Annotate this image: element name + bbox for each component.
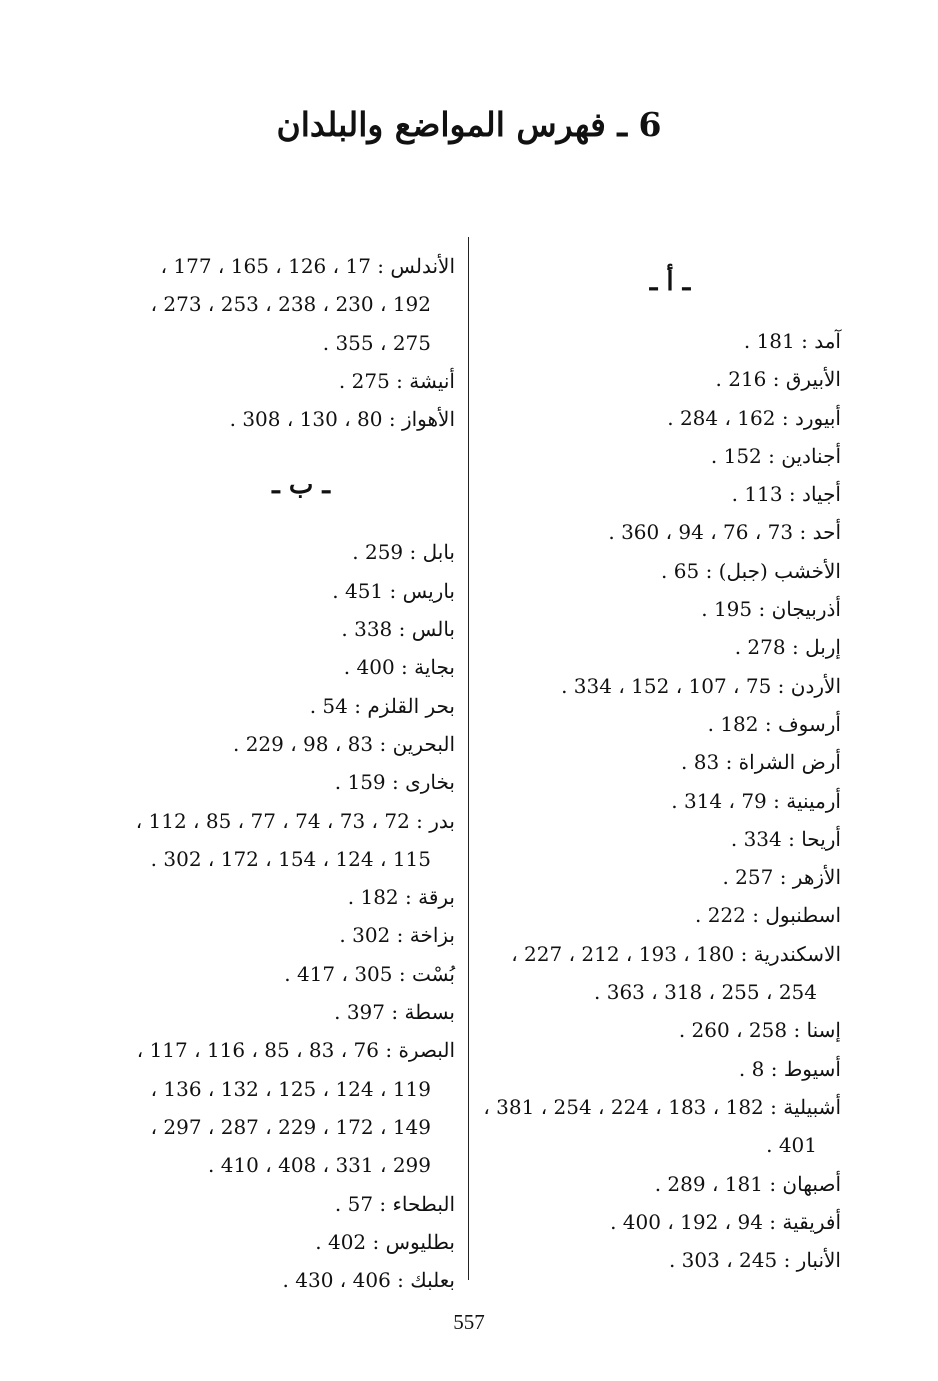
section-letter-alif: ـ أ ـ (649, 267, 691, 297)
index-entry: الأنبار : 245 ، 303 . (668, 1248, 841, 1273)
index-entry: أذربيجان : 195 . (701, 597, 841, 622)
index-entry: أشبيلية : 182 ، 183 ، 224 ، 254 ، 381 ، (483, 1094, 841, 1119)
index-entry: الأبيرق : 216 . (715, 367, 841, 392)
index-column-right (481, 322, 841, 1279)
index-entry: أرض الشراة : 83 . (681, 750, 841, 775)
index-entry: الأزهر : 257 . (722, 865, 841, 890)
index-column-left (95, 247, 455, 1299)
index-entry: أريحا : 334 . (730, 826, 841, 851)
index-entry: برقة : 182 . (347, 885, 455, 910)
index-entry: الأهواز : 80 ، 130 ، 308 . (229, 407, 455, 432)
column-divider (468, 237, 469, 1280)
index-entry-continuation: 401 . (766, 1133, 817, 1158)
index-entry: بالس : 338 . (341, 617, 455, 642)
index-entry: بسطة : 397 . (334, 1000, 455, 1025)
index-entry: الأردن : 75 ، 107 ، 152 ، 334 . (561, 673, 841, 698)
index-entry: أجياد : 113 . (731, 482, 841, 507)
index-entry: البحرين : 83 ، 98 ، 229 . (232, 731, 455, 756)
index-entry: أحد : 73 ، 76 ، 94 ، 360 . (608, 520, 841, 545)
index-entry: إربل : 278 . (734, 635, 841, 660)
index-entry-continuation: 275 ، 355 . (322, 330, 431, 355)
index-entry: أبيورد : 162 ، 284 . (667, 405, 841, 430)
index-entry: أفريقية : 94 ، 192 ، 400 . (610, 1209, 841, 1234)
index-entry: بدر : 72 ، 73 ، 74 ، 77 ، 85 ، 112 ، (135, 808, 455, 833)
index-entry-continuation: 299 ، 331 ، 408 ، 410 . (208, 1153, 431, 1178)
index-entry-continuation: 254 ، 255 ، 318 ، 363 . (594, 980, 817, 1005)
index-entry: أسيوط : 8 . (738, 1056, 841, 1081)
section-letter-ba: ـ ب ـ (272, 470, 330, 501)
index-entry: البطحاء : 57 . (334, 1191, 455, 1216)
index-entry: باريس : 451 . (332, 578, 455, 603)
index-entry: بخارى : 159 . (334, 770, 455, 795)
page-number: 557 (453, 1310, 485, 1334)
index-entry: بحر القلزم : 54 . (309, 693, 455, 718)
index-entry: أنيشة : 275 . (338, 368, 455, 393)
index-entry: آمد : 181 . (743, 329, 841, 353)
index-entry: بزاخة : 302 . (339, 923, 455, 948)
index-entry: بعلبك : 406 ، 430 . (282, 1268, 455, 1293)
index-entry: أصبهان : 181 ، 289 . (654, 1171, 841, 1196)
index-entry-continuation: 149 ، 172 ، 229 ، 287 ، 297 ، (150, 1114, 431, 1139)
index-entry: اسطنبول : 222 . (694, 903, 841, 928)
index-entry: البصرة : 76 ، 83 ، 85 ، 116 ، 117 ، (136, 1038, 455, 1063)
index-entry: بُسْت : 305 ، 417 . (284, 961, 455, 986)
index-entry: بابل : 259 . (352, 540, 455, 565)
index-entry: أجنادين : 152 . (710, 443, 841, 468)
index-entry: إسنا : 258 ، 260 . (678, 1018, 841, 1043)
index-entry: بجاية : 400 . (343, 655, 455, 680)
index-entry: الأخشب (جبل) : 65 . (661, 558, 841, 583)
index-entry-continuation: 192 ، 230 ، 238 ، 253 ، 273 ، (150, 292, 431, 317)
index-entry: أرمينية : 79 ، 314 . (671, 788, 841, 813)
index-entry: بطليوس : 402 . (315, 1229, 455, 1254)
index-entry: الأندلس : 17 ، 126 ، 165 ، 177 ، (160, 254, 455, 278)
index-entry-continuation: 119 ، 124 ، 125 ، 132 ، 136 ، (150, 1076, 431, 1101)
index-entry: أرسوف : 182 . (707, 711, 841, 736)
page-title: 6 ـ فهرس المواضع والبلدان (276, 105, 662, 144)
index-entry: الاسكندرية : 180 ، 193 ، 212 ، 227 ، (511, 941, 841, 966)
index-entry-continuation: 115 ، 124 ، 154 ، 172 ، 302 . (150, 846, 431, 871)
